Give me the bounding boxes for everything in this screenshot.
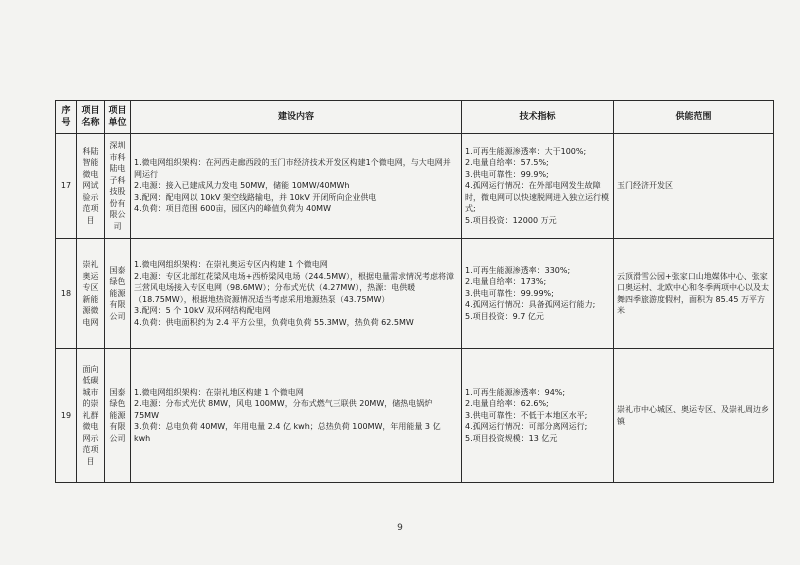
tech-line: 1.可再生能源渗透率：330%; <box>465 265 571 275</box>
row-content <box>131 349 462 483</box>
content-line: 1.微电网组织架构：在崇礼奥运专区内构建 1 个微电网 <box>134 260 328 269</box>
row-project-name: 科陆智能微电网试验示范项目 <box>77 134 105 239</box>
tech-line: 1.可再生能源渗透率：94%; <box>465 387 566 397</box>
tech-line: 5.项目投资规模：13 亿元 <box>465 433 558 443</box>
row-content <box>131 134 462 239</box>
tech-line: 4.孤网运行情况：在外部电网发生故障时，微电网可以快速脱网进入独立运行模式; <box>465 181 609 214</box>
tech-line: 3.供电可靠性：99.9%; <box>465 169 549 179</box>
page-number: 9 <box>397 523 403 533</box>
row-no: 19 <box>56 349 77 483</box>
content-line: 3.配网：配电网以 10kV 架空线路输电，并 10kV 开闭所向企业供电 <box>134 192 377 202</box>
tech-line: 4.孤网运行情况：可部分离网运行; <box>465 422 588 432</box>
table-row <box>56 239 774 349</box>
row-project-unit: 国泰绿色能源有限公司 <box>105 239 131 349</box>
row-scope: 崇礼市中心城区、奥运专区、及崇礼周边乡镇 <box>614 349 774 483</box>
header-unit: 项目单位 <box>105 101 131 134</box>
content-line: 2.电源：接入已建成风力发电 50MW，储能 10MW/40MWh <box>134 181 350 191</box>
header-scope: 供能范围 <box>614 101 774 134</box>
row-content <box>131 239 462 349</box>
tech-line: 4.孤网运行情况：具备孤网运行能力; <box>465 300 596 310</box>
projects-table <box>55 100 774 483</box>
tech-line: 5.项目投资：12000 万元 <box>465 215 557 225</box>
row-project-name: 面向低碳城市的崇礼群微电网示范项目 <box>77 349 105 483</box>
content-line: 2.电源：专区北部红花梁风电场+西桥梁风电场（244.5MW），根据电量需求情况考虑将漳三营风电场接入专区电网（98.6MW）；分布式光伏（4.27MW），热源：电供暖（18.75MW），根据地热资源情况适当考虑采用地源热泵（43.75MW） <box>134 271 455 304</box>
row-project-unit: 深圳市科陆电子科技股份有限公司 <box>105 134 131 239</box>
header-no: 序号 <box>56 101 77 134</box>
tech-line: 2.电量自给率：57.5%; <box>465 158 549 168</box>
content-line: 4.负荷：供电面积约为 2.4 平方公里，负荷电负荷 55.3MW，热负荷 62.5MW <box>134 317 414 327</box>
row-tech <box>462 349 614 483</box>
header-tech: 技术指标 <box>462 101 614 134</box>
tech-line: 3.供电可靠性：99.99%; <box>465 288 554 298</box>
row-tech <box>462 134 614 239</box>
row-scope: 云顶滑雪公园+张家口山地媒体中心、张家口奥运村、北欧中心和冬季两项中心以及太舞四季旅游度假村，面积为 85.45 万平方米 <box>614 239 774 349</box>
tech-line: 2.电量自给率：173%; <box>465 277 547 287</box>
row-no: 18 <box>56 239 77 349</box>
content-line: 1.微电网组织架构：在崇礼地区构建 1 个微电网 <box>134 387 304 397</box>
tech-line: 3.供电可靠性：不低于本地区水平; <box>465 410 588 420</box>
header-content: 建设内容 <box>131 101 462 134</box>
tech-line: 5.项目投资：9.7 亿元 <box>465 311 544 321</box>
tech-line: 1.可再生能源渗透率：大于100%; <box>465 146 587 156</box>
row-tech <box>462 239 614 349</box>
table-row <box>56 134 774 239</box>
row-project-name: 崇礼奥运专区新能源微电网 <box>77 239 105 349</box>
table-row <box>56 349 774 483</box>
content-line: 1.微电网组织架构：在河西走廊西段的玉门市经济技术开发区构建1个微电网，与大电网并网运行 <box>134 158 451 179</box>
content-line: 3.配网：5 个 10kV 双环网结构配电网 <box>134 306 271 315</box>
row-no: 17 <box>56 134 77 239</box>
content-line: 4.负荷：项目范围 600亩，园区内的峰值负荷为 40MW <box>134 204 331 214</box>
row-project-unit: 国泰绿色能源有限公司 <box>105 349 131 483</box>
content-line: 2.电源：分布式光伏 8MW，风电 100MW，分布式燃气三联供 20MW，储热电锅炉 75MW <box>134 399 433 420</box>
header-name: 项目名称 <box>77 101 105 134</box>
content-line: 3.负荷：总电负荷 40MW，年用电量 2.4 亿 kwh；总热负荷 100MW，年用能量 3 亿 kwh <box>134 422 441 443</box>
table-header-row <box>56 101 774 134</box>
row-scope: 玉门经济开发区 <box>614 134 774 239</box>
tech-line: 2.电量自给率：62.6%; <box>465 399 549 409</box>
